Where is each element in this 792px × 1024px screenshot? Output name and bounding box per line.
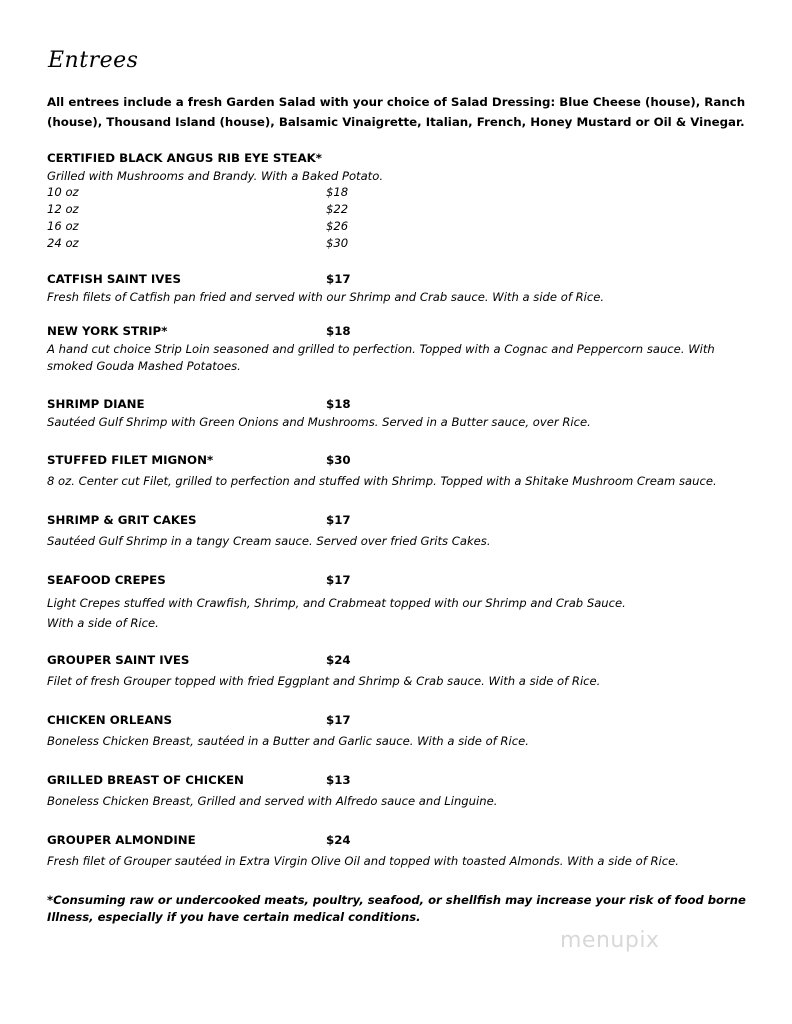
- item-description: Fresh filets of Catfish pan fried and served with our Shrimp and Crab sauce. With a side of Rice.: [47, 290, 605, 304]
- item-name: CHICKEN ORLEANS: [47, 713, 172, 727]
- menu-item-shrimp-diane: [47, 394, 747, 431]
- size-label: 12 oz: [47, 202, 79, 216]
- item-description: Grilled with Mushrooms and Brandy. With a Baked Potato.: [47, 169, 384, 183]
- size-row: [47, 236, 747, 253]
- size-row: [47, 185, 747, 202]
- size-price: $18: [326, 185, 349, 199]
- item-price: $17: [326, 713, 351, 727]
- watermark-logo: menupix: [560, 928, 660, 953]
- item-description-cont: With a side of Rice.: [47, 616, 159, 630]
- menu-item-stuffed-filet-mignon: [47, 453, 747, 490]
- item-name: SEAFOOD CREPES: [47, 573, 166, 587]
- item-description: Fresh filet of Grouper sautéed in Extra Virgin Olive Oil and topped with toasted Almonds. With a side of Rice.: [47, 854, 679, 868]
- item-name: NEW YORK STRIP*: [47, 324, 168, 338]
- item-description: A hand cut choice Strip Loin seasoned and grilled to perfection. Topped with a Cognac and Peppercorn sauce. With: [47, 342, 715, 356]
- item-price: $17: [326, 272, 351, 286]
- size-label: 10 oz: [47, 185, 79, 199]
- size-price: $22: [326, 202, 349, 216]
- item-price: $18: [326, 397, 351, 411]
- item-price: $30: [326, 453, 351, 467]
- item-description: 8 oz. Center cut Filet, grilled to perfection and stuffed with Shrimp. Topped with a Shitake Mushroom Cream sauce.: [47, 474, 717, 488]
- item-name: GRILLED BREAST OF CHICKEN: [47, 773, 244, 787]
- item-name: SHRIMP DIANE: [47, 397, 145, 411]
- size-price: $30: [326, 236, 349, 250]
- size-row: [47, 219, 747, 236]
- size-row: [47, 202, 747, 219]
- item-name: GROUPER ALMONDINE: [47, 833, 196, 847]
- item-name: GROUPER SAINT IVES: [47, 653, 190, 667]
- intro-text: All entrees include a fresh Garden Salad with your choice of Salad Dressing: Blue Cheese (house), Ranch (house), Thousand Island (house), Balsamic Vinaigrette, Italian, French, Honey Mustard or Oil & Vinegar.: [47, 95, 746, 129]
- page-title: Entrees: [48, 48, 139, 73]
- menu-item-new-york-strip: [47, 324, 747, 375]
- item-price: $18: [326, 324, 351, 338]
- menu-item-seafood-crepes: [47, 573, 747, 633]
- menu-item-grilled-breast-of-chicken: [47, 773, 747, 810]
- item-description: Sautéed Gulf Shrimp in a tangy Cream sauce. Served over fried Grits Cakes.: [47, 534, 491, 548]
- item-description: Boneless Chicken Breast, sautéed in a Butter and Garlic sauce. With a side of Rice.: [47, 734, 529, 748]
- item-description: Light Crepes stuffed with Crawfish, Shrimp, and Crabmeat topped with our Shrimp and Crab Sauce.: [47, 596, 626, 610]
- item-price: $24: [326, 653, 351, 667]
- item-price: $17: [326, 513, 351, 527]
- item-price: $24: [326, 833, 351, 847]
- item-price: $13: [326, 773, 351, 787]
- size-label: 16 oz: [47, 219, 79, 233]
- item-name: STUFFED FILET MIGNON*: [47, 453, 214, 467]
- menu-item-rib-eye: [47, 151, 747, 253]
- menu-item-shrimp-grit-cakes: [47, 513, 747, 550]
- item-name: SHRIMP & GRIT CAKES: [47, 513, 197, 527]
- item-name: CATFISH SAINT IVES: [47, 272, 181, 286]
- size-price: $26: [326, 219, 349, 233]
- item-description: Sautéed Gulf Shrimp with Green Onions and Mushrooms. Served in a Butter sauce, over Rice.: [47, 415, 591, 429]
- item-description: Filet of fresh Grouper topped with fried Eggplant and Shrimp & Crab sauce. With a side of Rice.: [47, 674, 601, 688]
- item-description: Boneless Chicken Breast, Grilled and served with Alfredo sauce and Linguine.: [47, 794, 498, 808]
- item-name: CERTIFIED BLACK ANGUS RIB EYE STEAK*: [47, 151, 322, 165]
- health-disclaimer: *Consuming raw or undercooked meats, poultry, seafood, or shellfish may increase your risk of food borne Illness, especially if you have certain medical conditions.: [47, 893, 746, 924]
- size-label: 24 oz: [47, 236, 79, 250]
- menu-item-chicken-orleans: [47, 713, 747, 750]
- item-price: $17: [326, 573, 351, 587]
- item-description-cont: smoked Gouda Mashed Potatoes.: [47, 359, 241, 373]
- menu-item-grouper-almondine: [47, 833, 747, 870]
- menu-item-catfish-saint-ives: [47, 272, 747, 306]
- menu-item-grouper-saint-ives: [47, 653, 747, 690]
